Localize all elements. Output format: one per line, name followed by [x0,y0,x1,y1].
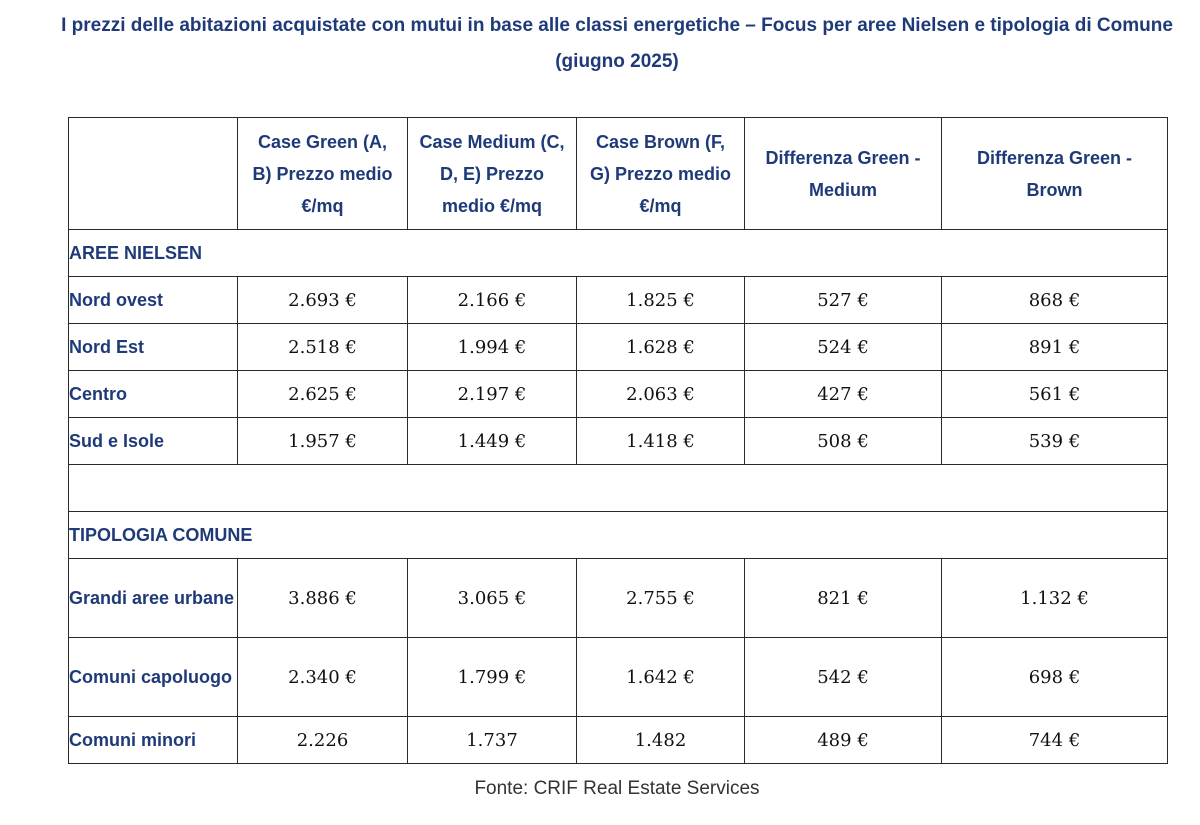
cell-medium: 3.065 € [408,559,577,638]
cell-brown: 1.628 € [577,324,745,371]
header-medium: Case Medium (C, D, E) Prezzo medio €/mq [408,118,577,230]
cell-medium: 1.737 [408,717,577,764]
header-row [69,118,1168,230]
cell-brown: 2.063 € [577,371,745,418]
row-label: Comuni minori [69,717,238,764]
cell-diff-green-brown: 561 € [942,371,1168,418]
row-label: Nord Est [69,324,238,371]
cell-diff-green-medium: 527 € [745,277,942,324]
row-label: Grandi aree urbane [69,559,238,638]
section-label-nielsen: AREE NIELSEN [69,230,1168,277]
header-diff-green-brown: Differenza Green - Brown [942,118,1168,230]
cell-green: 1.957 € [238,418,408,465]
cell-medium: 1.994 € [408,324,577,371]
row-label: Centro [69,371,238,418]
cell-diff-green-brown: 539 € [942,418,1168,465]
row-label: Nord ovest [69,277,238,324]
page-title: I prezzi delle abitazioni acquistate con mutui in base alle classi energetiche – Focus per aree Nielsen e tipologia di Comune (giugno 2025) [61,15,1173,72]
cell-medium: 2.197 € [408,371,577,418]
table-row [69,717,1168,764]
cell-diff-green-medium: 427 € [745,371,942,418]
row-label: Comuni capoluogo [69,638,238,717]
cell-green: 2.693 € [238,277,408,324]
table-row [69,324,1168,371]
price-table [68,117,1168,764]
header-brown: Case Brown (F, G) Prezzo medio €/mq [577,118,745,230]
cell-diff-green-brown: 868 € [942,277,1168,324]
cell-green: 2.625 € [238,371,408,418]
cell-medium: 2.166 € [408,277,577,324]
cell-diff-green-brown: 744 € [942,717,1168,764]
cell-green: 2.340 € [238,638,408,717]
cell-brown: 2.755 € [577,559,745,638]
table-row [69,638,1168,717]
section-row-comune [69,512,1168,559]
cell-diff-green-brown: 1.132 € [942,559,1168,638]
cell-brown: 1.642 € [577,638,745,717]
table-row [69,371,1168,418]
section-row-nielsen [69,230,1168,277]
header-diff-green-medium: Differenza Green - Medium [745,118,942,230]
cell-brown: 1.482 [577,717,745,764]
cell-green: 2.226 [238,717,408,764]
header-empty [69,118,238,230]
table-row [69,418,1168,465]
cell-diff-green-medium: 489 € [745,717,942,764]
source-note: Fonte: CRIF Real Estate Services [474,778,760,799]
table-row [69,559,1168,638]
cell-diff-green-medium: 542 € [745,638,942,717]
spacer-row [69,465,1168,512]
cell-brown: 1.418 € [577,418,745,465]
cell-diff-green-brown: 698 € [942,638,1168,717]
row-label: Sud e Isole [69,418,238,465]
cell-diff-green-brown: 891 € [942,324,1168,371]
cell-medium: 1.799 € [408,638,577,717]
cell-green: 2.518 € [238,324,408,371]
cell-brown: 1.825 € [577,277,745,324]
cell-diff-green-medium: 821 € [745,559,942,638]
cell-diff-green-medium: 524 € [745,324,942,371]
spacer-cell [69,465,1168,512]
header-green: Case Green (A, B) Prezzo medio €/mq [238,118,408,230]
cell-green: 3.886 € [238,559,408,638]
cell-medium: 1.449 € [408,418,577,465]
cell-diff-green-medium: 508 € [745,418,942,465]
section-label-comune: TIPOLOGIA COMUNE [69,512,1168,559]
table-row [69,277,1168,324]
